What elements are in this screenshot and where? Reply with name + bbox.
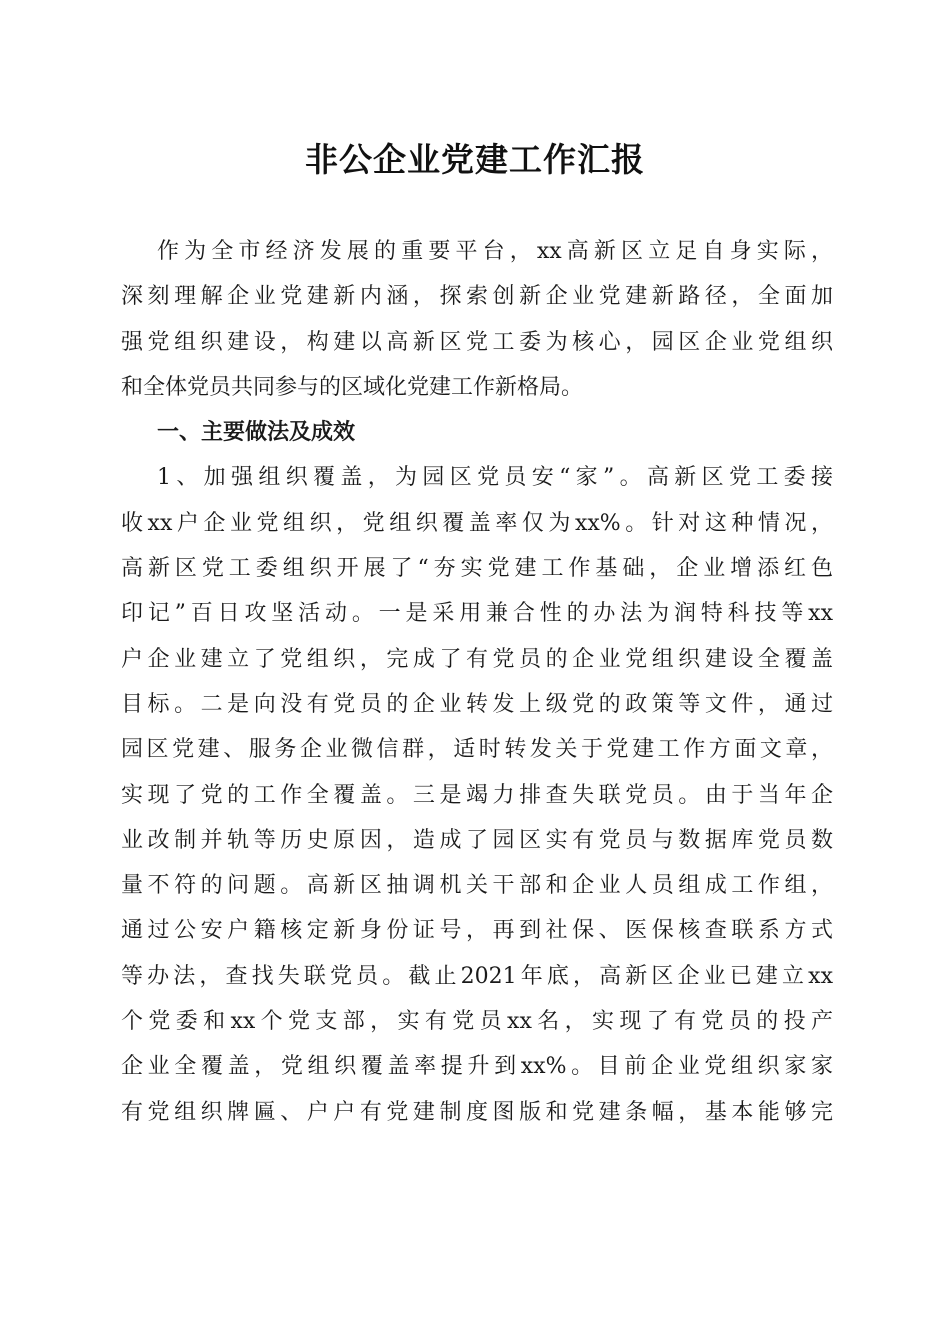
- paragraph-line: 和全体党员共同参与的区域化党建工作新格局。: [121, 374, 584, 400]
- paragraph-line: 强党组织建设，构建以高新区党工委为核心，园区企业党组织: [121, 329, 833, 355]
- paragraph-line: 高新区党工委组织开展了“夯实党建工作基础，企业增添红色: [121, 556, 833, 582]
- intro-paragraph: [121, 229, 833, 410]
- section-heading: 一、主要做法及成效: [157, 420, 356, 446]
- paragraph-line: 通过公安户籍核定新身份证号，再到社保、医保核查联系方式: [121, 918, 833, 944]
- paragraph-line: 收xx户企业党组织，党组织覆盖率仅为xx%。针对这种情况，: [121, 510, 833, 536]
- paragraph-line: 园区党建、服务企业微信群，适时转发关于党建工作方面文章，: [121, 737, 833, 763]
- paragraph-line: 企业全覆盖，党组织覆盖率提升到xx%。目前企业党组织家家: [121, 1054, 833, 1080]
- paragraph-line: 实现了党的工作全覆盖。三是竭力排查失联党员。由于当年企: [121, 782, 833, 808]
- item-1-paragraph: [121, 455, 833, 1134]
- paragraph-line: 目标。二是向没有党员的企业转发上级党的政策等文件，通过: [121, 691, 833, 717]
- paragraph-line: 有党组织牌匾、户户有党建制度图版和党建条幅，基本能够完: [121, 1099, 833, 1125]
- paragraph-line: 深刻理解企业党建新内涵，探索创新企业党建新路径，全面加: [121, 284, 833, 310]
- paragraph-line: 量不符的问题。高新区抽调机关干部和企业人员组成工作组，: [121, 873, 833, 899]
- document-title: 非公企业党建工作汇报: [305, 140, 645, 179]
- paragraph-line: 等办法，查找失联党员。截止2021年底，高新区企业已建立xx: [121, 963, 833, 989]
- paragraph-line: 印记”百日攻坚活动。一是采用兼合性的办法为润特科技等xx: [121, 601, 833, 627]
- document-body: [121, 229, 833, 1135]
- paragraph-line: 业改制并轨等历史原因，造成了园区实有党员与数据库党员数: [121, 827, 833, 853]
- paragraph-line: 作为全市经济发展的重要平台，xx高新区立足自身实际，: [157, 239, 833, 264]
- paragraph-line: 户企业建立了党组织，完成了有党员的企业党组织建设全覆盖: [121, 646, 833, 672]
- paragraph-line: 1、加强组织覆盖，为园区党员安“家”。高新区党工委接: [157, 465, 833, 491]
- paragraph-line: 个党委和xx个党支部，实有党员xx名，实现了有党员的投产: [121, 1009, 833, 1035]
